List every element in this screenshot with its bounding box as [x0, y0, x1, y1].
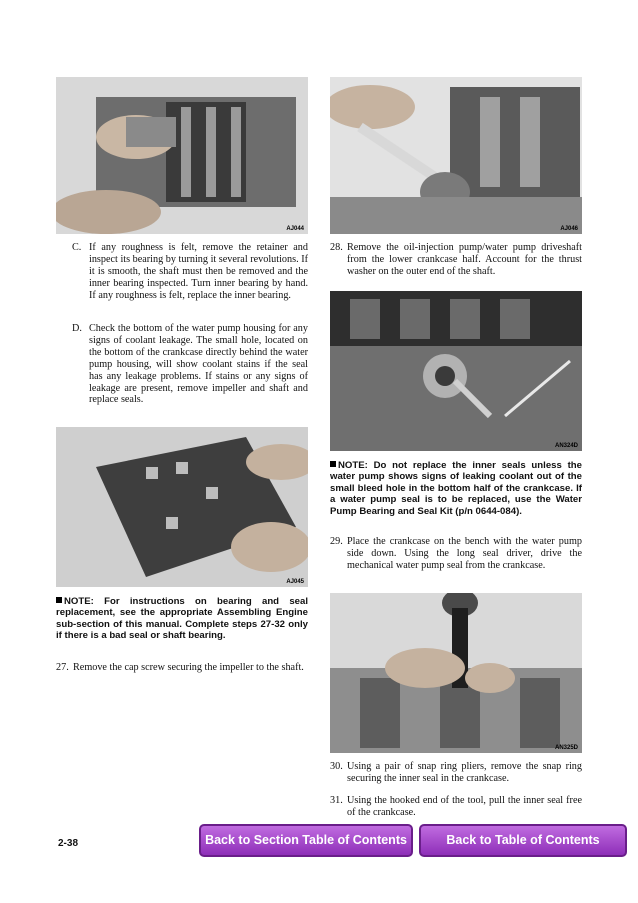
step-28-text: Remove the oil-injection pump/water pump driveshaft from the lower crankcase half. Account for the thrust washer on the outer end of the shaft. — [347, 242, 582, 277]
note-text: NOTE: Do not replace the inner seals unless the water pump shows signs of leaking coolant out of the small bleed hole in the bottom half of the crankcase. If a water pump seal is to be replaced, use the Water Pump Bearing and Seal Kit (p/n 0644-084). — [330, 460, 582, 517]
step-27 — [56, 662, 308, 674]
photo-an325d — [330, 593, 582, 753]
photo-aj045 — [56, 427, 308, 587]
photo-aj046-image — [330, 77, 582, 234]
step-27-text: Remove the cap screw securing the impeller to the shaft. — [73, 662, 304, 673]
photo-label: AJ046 — [560, 226, 578, 232]
step-31-number: 31. — [330, 795, 343, 806]
photo-label: AJ044 — [286, 226, 304, 232]
step-27-number: 27. — [56, 662, 69, 673]
step-28-number: 28. — [330, 242, 343, 253]
note-text: NOTE: For instructions on bearing and seal replacement, see the appropriate Assembling Engine sub-section of this manual. Complete steps 27-32 only if there is a bad seal or shaft bearing. — [56, 596, 308, 642]
photo-aj044-image — [56, 77, 308, 234]
step-29 — [330, 536, 582, 572]
back-to-section-toc-button[interactable]: Back to Section Table of Contents — [199, 824, 413, 857]
step-31-text: Using the hooked end of the tool, pull the inner seal free of the crankcase. — [347, 795, 582, 818]
step-d-text: Check the bottom of the water pump housing for any signs of coolant leakage. The small hole, located on the bottom of the crankcase directly behind the water pump housing, will show coolant stains if the seal has any leakage problems. If stains or any signs of leakage are present, remove impeller and shaft and replace seals. — [89, 323, 308, 406]
step-c — [72, 242, 308, 302]
note-bearing-seal — [56, 596, 308, 642]
photo-label: AN325D — [554, 745, 578, 751]
photo-an325d-image — [330, 593, 582, 753]
photo-label: AN324D — [554, 443, 578, 449]
step-31 — [330, 795, 582, 819]
photo-aj045-image — [56, 427, 308, 587]
photo-an324d-image — [330, 291, 582, 451]
photo-aj044 — [56, 77, 308, 234]
note-bullet-icon — [330, 461, 336, 467]
note-bullet-icon — [56, 597, 62, 603]
step-c-marker: C. — [72, 242, 82, 253]
back-to-toc-button[interactable]: Back to Table of Contents — [419, 824, 627, 857]
step-29-number: 29. — [330, 536, 343, 547]
photo-label: AJ045 — [286, 579, 304, 585]
step-28 — [330, 242, 582, 278]
step-c-text: If any roughness is felt, remove the retainer and inspect its bearing by turning it several revolutions. If it is smooth, the shaft must then be removed and the inner bearing inspected. Turn inner bearing by hand. If any roughness is felt, replace the inner bearing. — [89, 242, 308, 301]
photo-an324d — [330, 291, 582, 451]
step-30-text: Using a pair of snap ring pliers, remove the snap ring securing the inner seal in the crankcase. — [347, 761, 582, 784]
photo-aj046 — [330, 77, 582, 234]
step-29-text: Place the crankcase on the bench with the water pump side down. Using the long seal driver, drive the mechanical water pump seal from the crankcase. — [347, 536, 582, 571]
step-30-number: 30. — [330, 761, 343, 772]
page-number: 2-38 — [58, 838, 79, 849]
step-30 — [330, 761, 582, 785]
step-d-marker: D. — [72, 323, 82, 334]
step-d — [72, 323, 308, 406]
note-inner-seals — [330, 460, 582, 517]
